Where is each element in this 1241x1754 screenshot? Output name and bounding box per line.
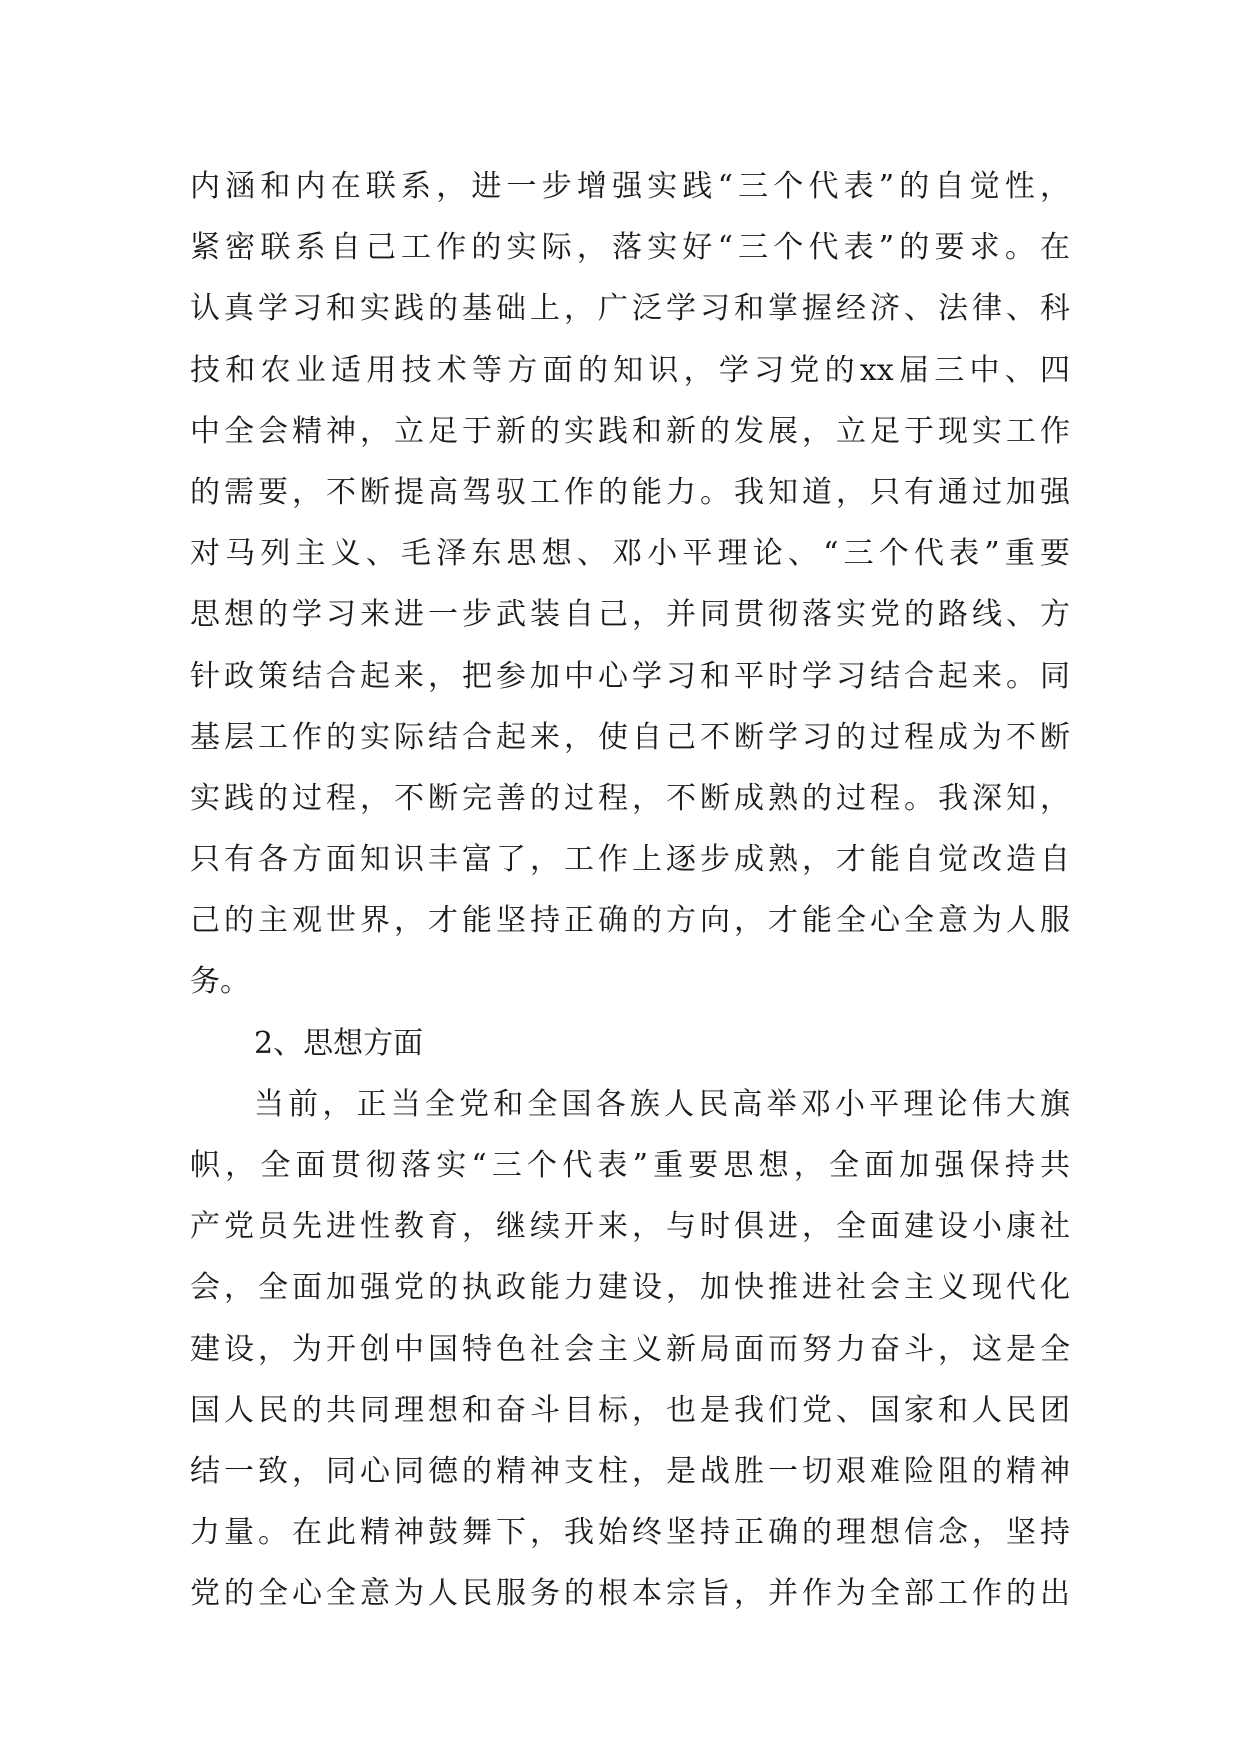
text-line: 帜，全面贯彻落实“三个代表”重要思想，全面加强保持共 [190, 1148, 1070, 1183]
text-line: 党的全心全意为人民服务的根本宗旨，并作为全部工作的出 [190, 1576, 1070, 1612]
text-line: 力量。在此精神鼓舞下，我始终坚持正确的理想信念，坚持 [190, 1515, 1070, 1551]
text-line: 产党员先进性教育，继续开来，与时俱进，全面建设小康社 [190, 1209, 1070, 1245]
text-line: 会，全面加强党的执政能力建设，加快推进社会主义现代化 [190, 1270, 1070, 1306]
text-line: 对马列主义、毛泽东思想、邓小平理论、“三个代表”重要 [190, 536, 1070, 572]
text-line: 结一致，同心同德的精神支柱，是战胜一切艰难险阻的精神 [190, 1453, 1070, 1489]
text-line: 的需要，不断提高驾驭工作的能力。我知道，只有通过加强 [190, 474, 1070, 510]
text-line: 建设，为开创中国特色社会主义新局面而努力奋斗，这是全 [190, 1331, 1070, 1367]
section-heading: 2、思想方面 [254, 1025, 424, 1061]
text-line: 内涵和内在联系，进一步增强实践“三个代表”的自觉性， [190, 169, 1070, 204]
text-line: 己的主观世界，才能坚持正确的方向，才能全心全意为人服 [190, 903, 1070, 939]
text-line: 紧密联系自己工作的实际，落实好“三个代表”的要求。在 [190, 230, 1070, 266]
paragraph-end-line: 务。 [190, 964, 250, 1000]
document-body [190, 156, 1070, 1625]
text-line: 针政策结合起来，把参加中心学习和平时学习结合起来。同 [190, 658, 1070, 694]
text-line: 思想的学习来进一步武装自己，并同贯彻落实党的路线、方 [190, 597, 1070, 633]
paragraph-first-line: 当前，正当全党和全国各族人民高举邓小平理论伟大旗 [254, 1086, 1070, 1122]
text-line: 基层工作的实际结合起来，使自己不断学习的过程成为不断 [190, 719, 1070, 755]
text-line: 认真学习和实践的基础上，广泛学习和掌握经济、法律、科 [190, 291, 1070, 327]
text-line: 技和农业适用技术等方面的知识，学习党的xx届三中、四 [190, 352, 1070, 388]
text-line: 只有各方面知识丰富了，工作上逐步成熟，才能自觉改造自 [190, 842, 1070, 878]
text-line: 实践的过程，不断完善的过程，不断成熟的过程。我深知， [190, 780, 1070, 816]
text-line: 国人民的共同理想和奋斗目标，也是我们党、国家和人民团 [190, 1392, 1070, 1428]
text-line: 中全会精神，立足于新的实践和新的发展，立足于现实工作 [190, 413, 1070, 449]
